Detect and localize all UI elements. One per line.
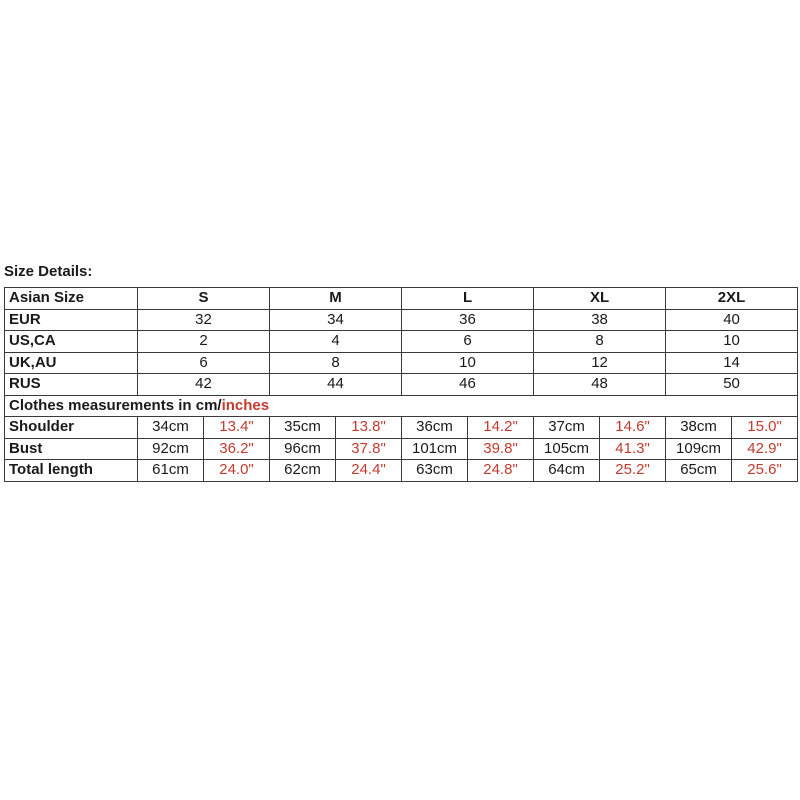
conversion-value: 4 (270, 331, 402, 353)
cm-value: 61cm (138, 460, 204, 482)
conversion-value: 42 (138, 374, 270, 396)
inch-value: 41.3" (600, 438, 666, 460)
inch-value: 36.2" (204, 438, 270, 460)
inch-value: 37.8" (336, 438, 402, 460)
inch-value: 25.6" (732, 460, 798, 482)
conversion-value: 10 (666, 331, 798, 353)
cm-value: 92cm (138, 438, 204, 460)
header-cell-size-2xl: 2XL (666, 288, 798, 310)
conversion-value: 48 (534, 374, 666, 396)
header-cell-size-s: S (138, 288, 270, 310)
conversion-value: 2 (138, 331, 270, 353)
conversion-value: 50 (666, 374, 798, 396)
note-text: Clothes measurements in cm/ (9, 396, 222, 414)
row-label: Total length (5, 460, 138, 482)
inch-value: 42.9" (732, 438, 798, 460)
measurement-row-bust (5, 438, 798, 460)
measurement-row-total-length (5, 460, 798, 482)
header-row (5, 288, 798, 310)
conversion-value: 10 (402, 352, 534, 374)
header-cell-size-m: M (270, 288, 402, 310)
conversion-value: 44 (270, 374, 402, 396)
measurements-note-row (5, 395, 798, 417)
measurements-note-cell (5, 395, 798, 417)
measurement-row-shoulder (5, 417, 798, 439)
cm-value: 36cm (402, 417, 468, 439)
cm-value: 65cm (666, 460, 732, 482)
size-details-title: Size Details: (4, 263, 93, 280)
inch-value: 14.2" (468, 417, 534, 439)
inch-value: 13.4" (204, 417, 270, 439)
cm-value: 109cm (666, 438, 732, 460)
conversion-row-eur (5, 309, 798, 331)
row-label: UK,AU (5, 352, 138, 374)
cm-value: 62cm (270, 460, 336, 482)
note-highlight-inches: inches (221, 396, 270, 414)
header-cell-asian-size: Asian Size (5, 288, 138, 310)
row-label: RUS (5, 374, 138, 396)
conversion-value: 36 (402, 309, 534, 331)
header-cell-size-xl: XL (534, 288, 666, 310)
cm-value: 105cm (534, 438, 600, 460)
cm-value: 63cm (402, 460, 468, 482)
conversion-value: 12 (534, 352, 666, 374)
inch-value: 14.6" (600, 417, 666, 439)
row-label: US,CA (5, 331, 138, 353)
inch-value: 15.0" (732, 417, 798, 439)
inch-value: 39.8" (468, 438, 534, 460)
cm-value: 38cm (666, 417, 732, 439)
row-label: Bust (5, 438, 138, 460)
row-label: Shoulder (5, 417, 138, 439)
size-chart-table (4, 287, 798, 482)
cm-value: 96cm (270, 438, 336, 460)
cm-value: 101cm (402, 438, 468, 460)
conversion-value: 8 (534, 331, 666, 353)
conversion-value: 6 (138, 352, 270, 374)
inch-value: 25.2" (600, 460, 666, 482)
conversion-value: 46 (402, 374, 534, 396)
conversion-value: 34 (270, 309, 402, 331)
cm-value: 37cm (534, 417, 600, 439)
inch-value: 24.0" (204, 460, 270, 482)
conversion-value: 32 (138, 309, 270, 331)
conversion-value: 8 (270, 352, 402, 374)
conversion-value: 38 (534, 309, 666, 331)
header-cell-size-l: L (402, 288, 534, 310)
cm-value: 64cm (534, 460, 600, 482)
conversion-row-rus (5, 374, 798, 396)
conversion-row-uk-au (5, 352, 798, 374)
conversion-row-us-ca (5, 331, 798, 353)
conversion-value: 14 (666, 352, 798, 374)
inch-value: 24.4" (336, 460, 402, 482)
row-label: EUR (5, 309, 138, 331)
inch-value: 24.8" (468, 460, 534, 482)
conversion-value: 40 (666, 309, 798, 331)
cm-value: 35cm (270, 417, 336, 439)
cm-value: 34cm (138, 417, 204, 439)
conversion-value: 6 (402, 331, 534, 353)
inch-value: 13.8" (336, 417, 402, 439)
